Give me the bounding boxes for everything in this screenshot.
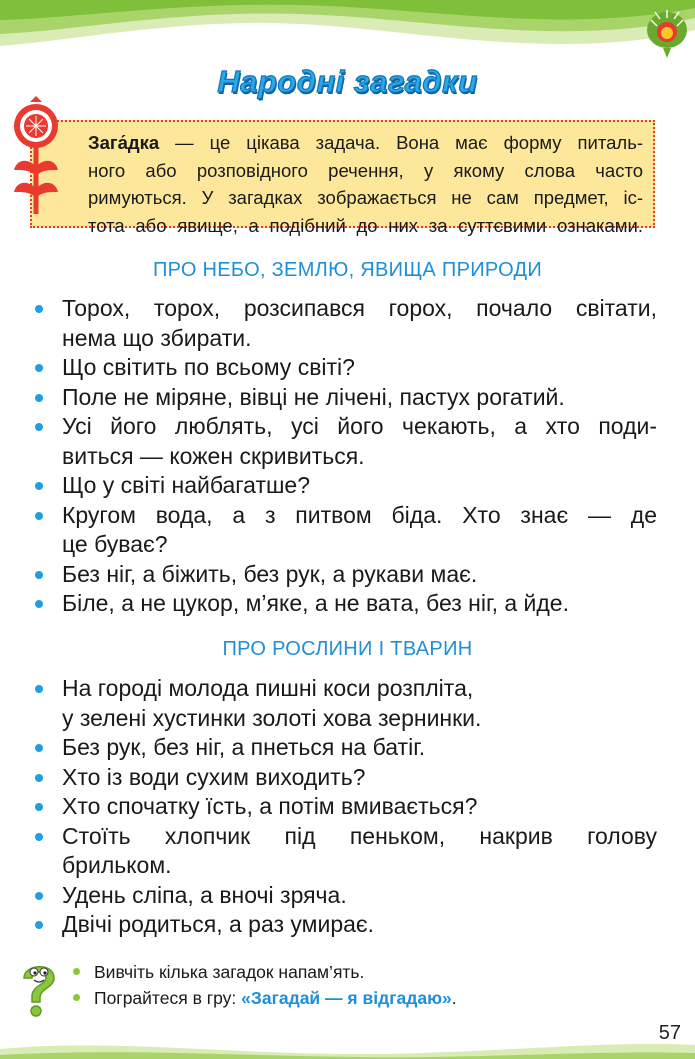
riddle-list-nature xyxy=(32,294,657,619)
riddle-line: Кругом вода, а з питвом біда. Хто знає — де xyxy=(62,501,657,528)
riddle-line: брильком. xyxy=(62,852,172,878)
riddle-line: нема що збирати. xyxy=(62,324,252,351)
riddle-line: Поле не міряне, вівці не лічені, пастух рогатий. xyxy=(62,383,565,410)
task-list xyxy=(70,959,457,1011)
riddle-item xyxy=(32,733,657,763)
riddle-line: Усі його люблять, усі його чекають, а хто поди- xyxy=(62,413,657,439)
riddle-line: Що у світі найбагатше? xyxy=(62,472,311,498)
definition-line-3: римуються. У загадках зображається не сам предмет, іс- xyxy=(88,187,643,208)
riddle-item xyxy=(32,383,657,413)
task-text: Пограйтеся в гру: xyxy=(94,988,242,1008)
riddle-item xyxy=(32,560,657,590)
riddle-item xyxy=(32,792,657,822)
section-heading-nature: ПРО НЕБО, ЗЕМЛЮ, ЯВИЩА ПРИРОДИ xyxy=(152,259,543,281)
task-item xyxy=(70,985,457,1011)
riddle-item xyxy=(32,471,657,501)
riddle-item xyxy=(32,910,657,940)
riddle-item xyxy=(32,881,657,911)
riddle-line: Без рук, без ніг, а пнеться на батіг. xyxy=(62,734,426,760)
definition-line-1-rest: — це цікава задача. Вона має форму питаль- xyxy=(175,132,644,153)
riddle-line: виться — кожен скривиться. xyxy=(62,442,365,469)
question-mark-character-icon xyxy=(14,958,62,1018)
riddle-line: це буває? xyxy=(62,531,168,557)
riddle-item xyxy=(32,353,657,383)
riddle-line: Двічі родиться, а раз умирає. xyxy=(62,911,375,937)
corner-flower-ornament-icon xyxy=(645,6,689,60)
task-suffix: . xyxy=(451,988,457,1008)
riddle-item xyxy=(32,763,657,793)
riddle-item xyxy=(32,294,657,353)
definition-line-4: тота або явище, а подібний до них за суттєвими ознаками. xyxy=(88,214,643,236)
riddle-line: Торох, торох, розсипався горох, почало світати, xyxy=(62,295,657,321)
riddle-line: На городі молода пишні коси розпліта, xyxy=(62,675,474,701)
riddle-line: Удень сліпа, а вночі зряча. xyxy=(62,881,347,908)
folk-flower-ornament-icon xyxy=(10,96,62,216)
definition-line-1 xyxy=(88,129,643,157)
definition-term: Зага́дка xyxy=(88,132,160,153)
section-heading-plants-animals: ПРО РОСЛИНИ І ТВАРИН xyxy=(222,638,473,660)
riddle-line: Без ніг, а біжить, без рук, а рукави має. xyxy=(62,560,478,587)
riddle-list-plants-animals xyxy=(32,674,657,940)
definition-line-2: ного або розповідного речення, у якому слова часто xyxy=(88,159,643,181)
riddle-line: Хто із води сухим виходить? xyxy=(62,763,366,790)
definition-text xyxy=(88,129,643,239)
game-name: «Загадай — я відгадаю» xyxy=(241,988,452,1008)
task-text: Вивчіть кілька загадок напам’ять. xyxy=(94,962,365,982)
riddle-line: Біле, а не цукор, м’яке, а не вата, без ніг, а йде. xyxy=(62,590,569,616)
page-number: 57 xyxy=(658,1022,681,1044)
riddle-line: Хто спочатку їсть, а потім вмивається? xyxy=(62,793,478,819)
page-title: Народні загадки xyxy=(217,64,478,99)
riddle-line: Стоїть хлопчик під пеньком, накрив голову xyxy=(62,822,657,849)
task-item xyxy=(70,959,457,985)
bottom-decorative-wave xyxy=(0,1019,695,1059)
riddle-item xyxy=(32,674,657,733)
riddle-item xyxy=(32,501,657,560)
riddle-item xyxy=(32,412,657,471)
riddle-line: Що світить по всьому світі? xyxy=(62,354,355,380)
riddle-item xyxy=(32,822,657,881)
riddle-item xyxy=(32,589,657,619)
riddle-line: у зелені хустинки золоті хова зернинки. xyxy=(62,704,482,731)
